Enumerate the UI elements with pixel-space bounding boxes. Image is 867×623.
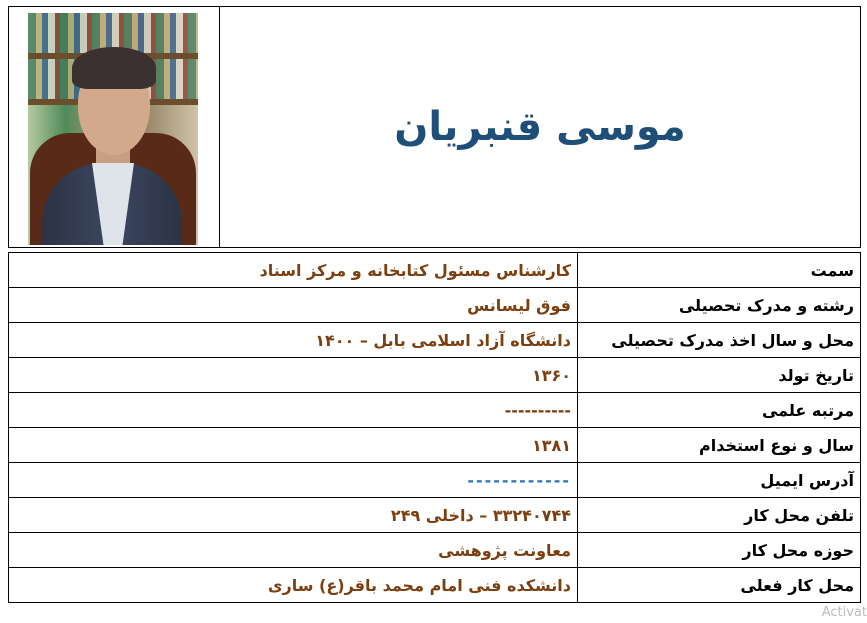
profile-sheet [8, 6, 861, 616]
row-value: ۳۳۲۴۰۷۴۴ – داخلی ۲۴۹ [9, 498, 578, 533]
row-value: کارشناس مسئول کتابخانه و مرکز اسناد [9, 253, 578, 288]
table-row [9, 288, 861, 323]
row-label: تلفن محل کار [578, 498, 861, 533]
row-value: ---------- [9, 393, 578, 428]
row-label: رشته و مدرک تحصیلی [578, 288, 861, 323]
activation-watermark: Activat [821, 605, 867, 620]
table-row [9, 498, 861, 533]
row-value: دانشگاه آزاد اسلامی بابل – ۱۴۰۰ [9, 323, 578, 358]
row-label: مرتبه علمی [578, 393, 861, 428]
table-row [9, 463, 861, 498]
row-label: سمت [578, 253, 861, 288]
row-label: حوزه محل کار [578, 533, 861, 568]
table-row [9, 393, 861, 428]
row-label: آدرس ایمیل [578, 463, 861, 498]
person-name: موسی قنبریان [394, 104, 686, 150]
table-row [9, 323, 861, 358]
row-value: معاونت پژوهشی [9, 533, 578, 568]
row-value: ۱۳۸۱ [9, 428, 578, 463]
row-value: دانشکده فنی امام محمد باقر(ع) ساری [9, 568, 578, 603]
row-label: محل کار فعلی [578, 568, 861, 603]
table-row [9, 533, 861, 568]
row-label: تاریخ تولد [578, 358, 861, 393]
table-row [9, 253, 861, 288]
info-table [8, 252, 861, 603]
email-value: ------------ [9, 463, 578, 498]
profile-header [8, 6, 861, 248]
profile-photo [28, 13, 198, 245]
row-value: فوق لیسانس [9, 288, 578, 323]
table-row [9, 428, 861, 463]
photo-cell [9, 7, 220, 247]
table-row [9, 568, 861, 603]
table-row [9, 358, 861, 393]
row-label: محل و سال اخذ مدرک تحصیلی [578, 323, 861, 358]
row-label: سال و نوع استخدام [578, 428, 861, 463]
row-value: ۱۳۶۰ [9, 358, 578, 393]
